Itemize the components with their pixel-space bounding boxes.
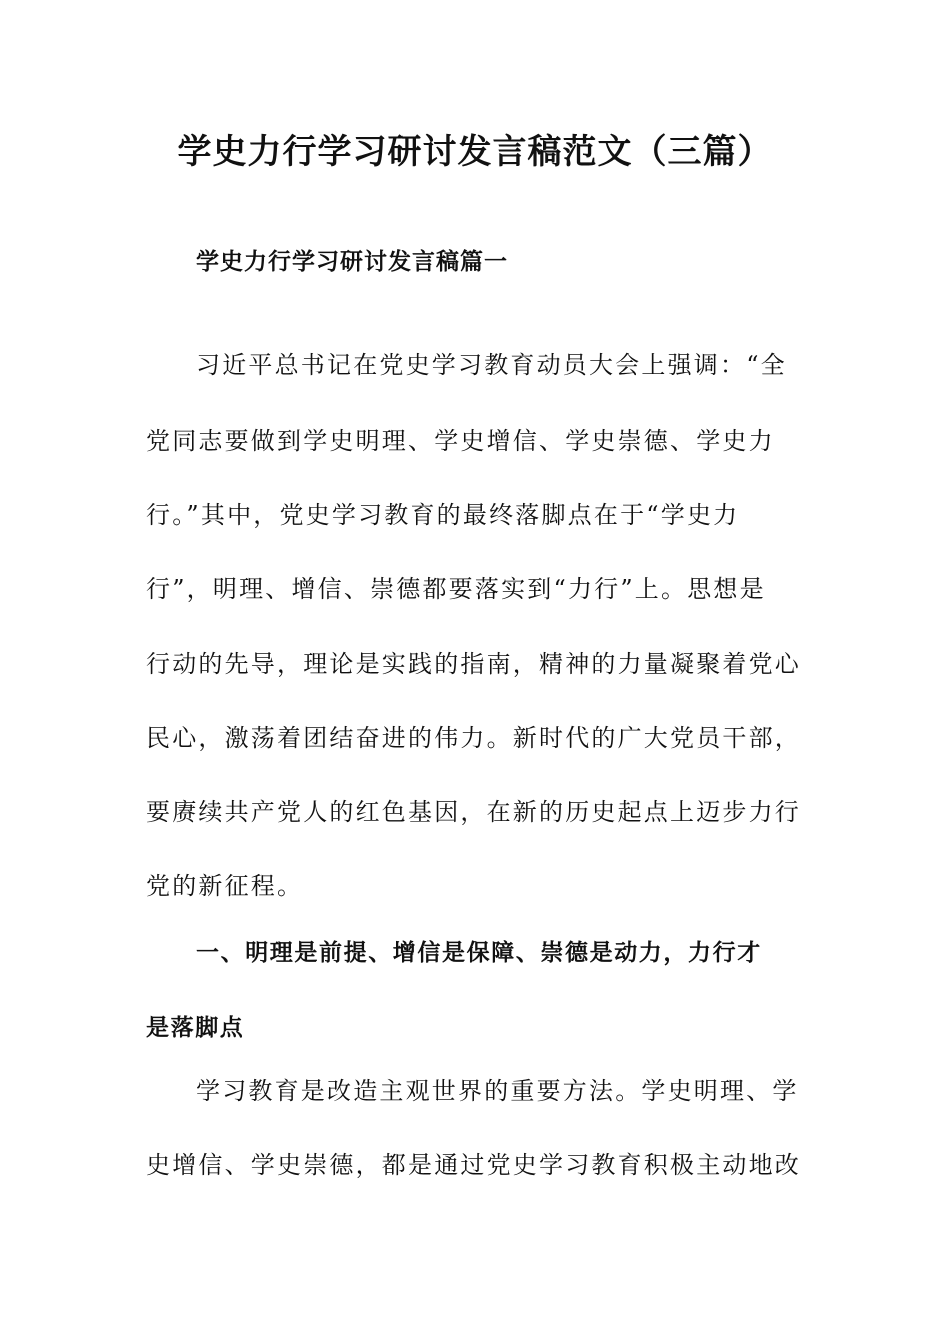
document-title: 学史力行学习研讨发言稿范文（三篇）	[177, 132, 773, 172]
paragraph-line: 要赓续共产党人的红色基因，在新的历史起点上迈步力行	[146, 798, 801, 826]
paragraph-line: 党同志要做到学史明理、学史增信、学史崇德、学史力	[146, 427, 775, 455]
paragraph-line: 学习教育是改造主观世界的重要方法。学史明理、学	[196, 1077, 799, 1105]
paragraph-line: 民心，激荡着团结奋进的伟力。新时代的广大党员干部，	[146, 724, 801, 752]
paragraph-line: 习近平总书记在党史学习教育动员大会上强调：“全	[196, 351, 787, 379]
section-heading-line: 一、明理是前提、增信是保障、崇德是动力，力行才	[196, 940, 762, 966]
paragraph-line: 行。”其中，党史学习教育的最终落脚点在于“学史力	[146, 501, 740, 529]
paragraph-line: 行”，明理、增信、崇德都要落实到“力行”上。思想是	[146, 575, 766, 603]
section-heading-line: 是落脚点	[146, 1015, 245, 1041]
paragraph-line: 史增信、学史崇德，都是通过党史学习教育积极主动地改	[146, 1151, 801, 1179]
paragraph-line: 党的新征程。	[146, 872, 304, 900]
paragraph-line: 行动的先导，理论是实践的指南，精神的力量凝聚着党心	[146, 650, 801, 678]
section-subtitle: 学史力行学习研讨发言稿篇一	[196, 249, 508, 275]
